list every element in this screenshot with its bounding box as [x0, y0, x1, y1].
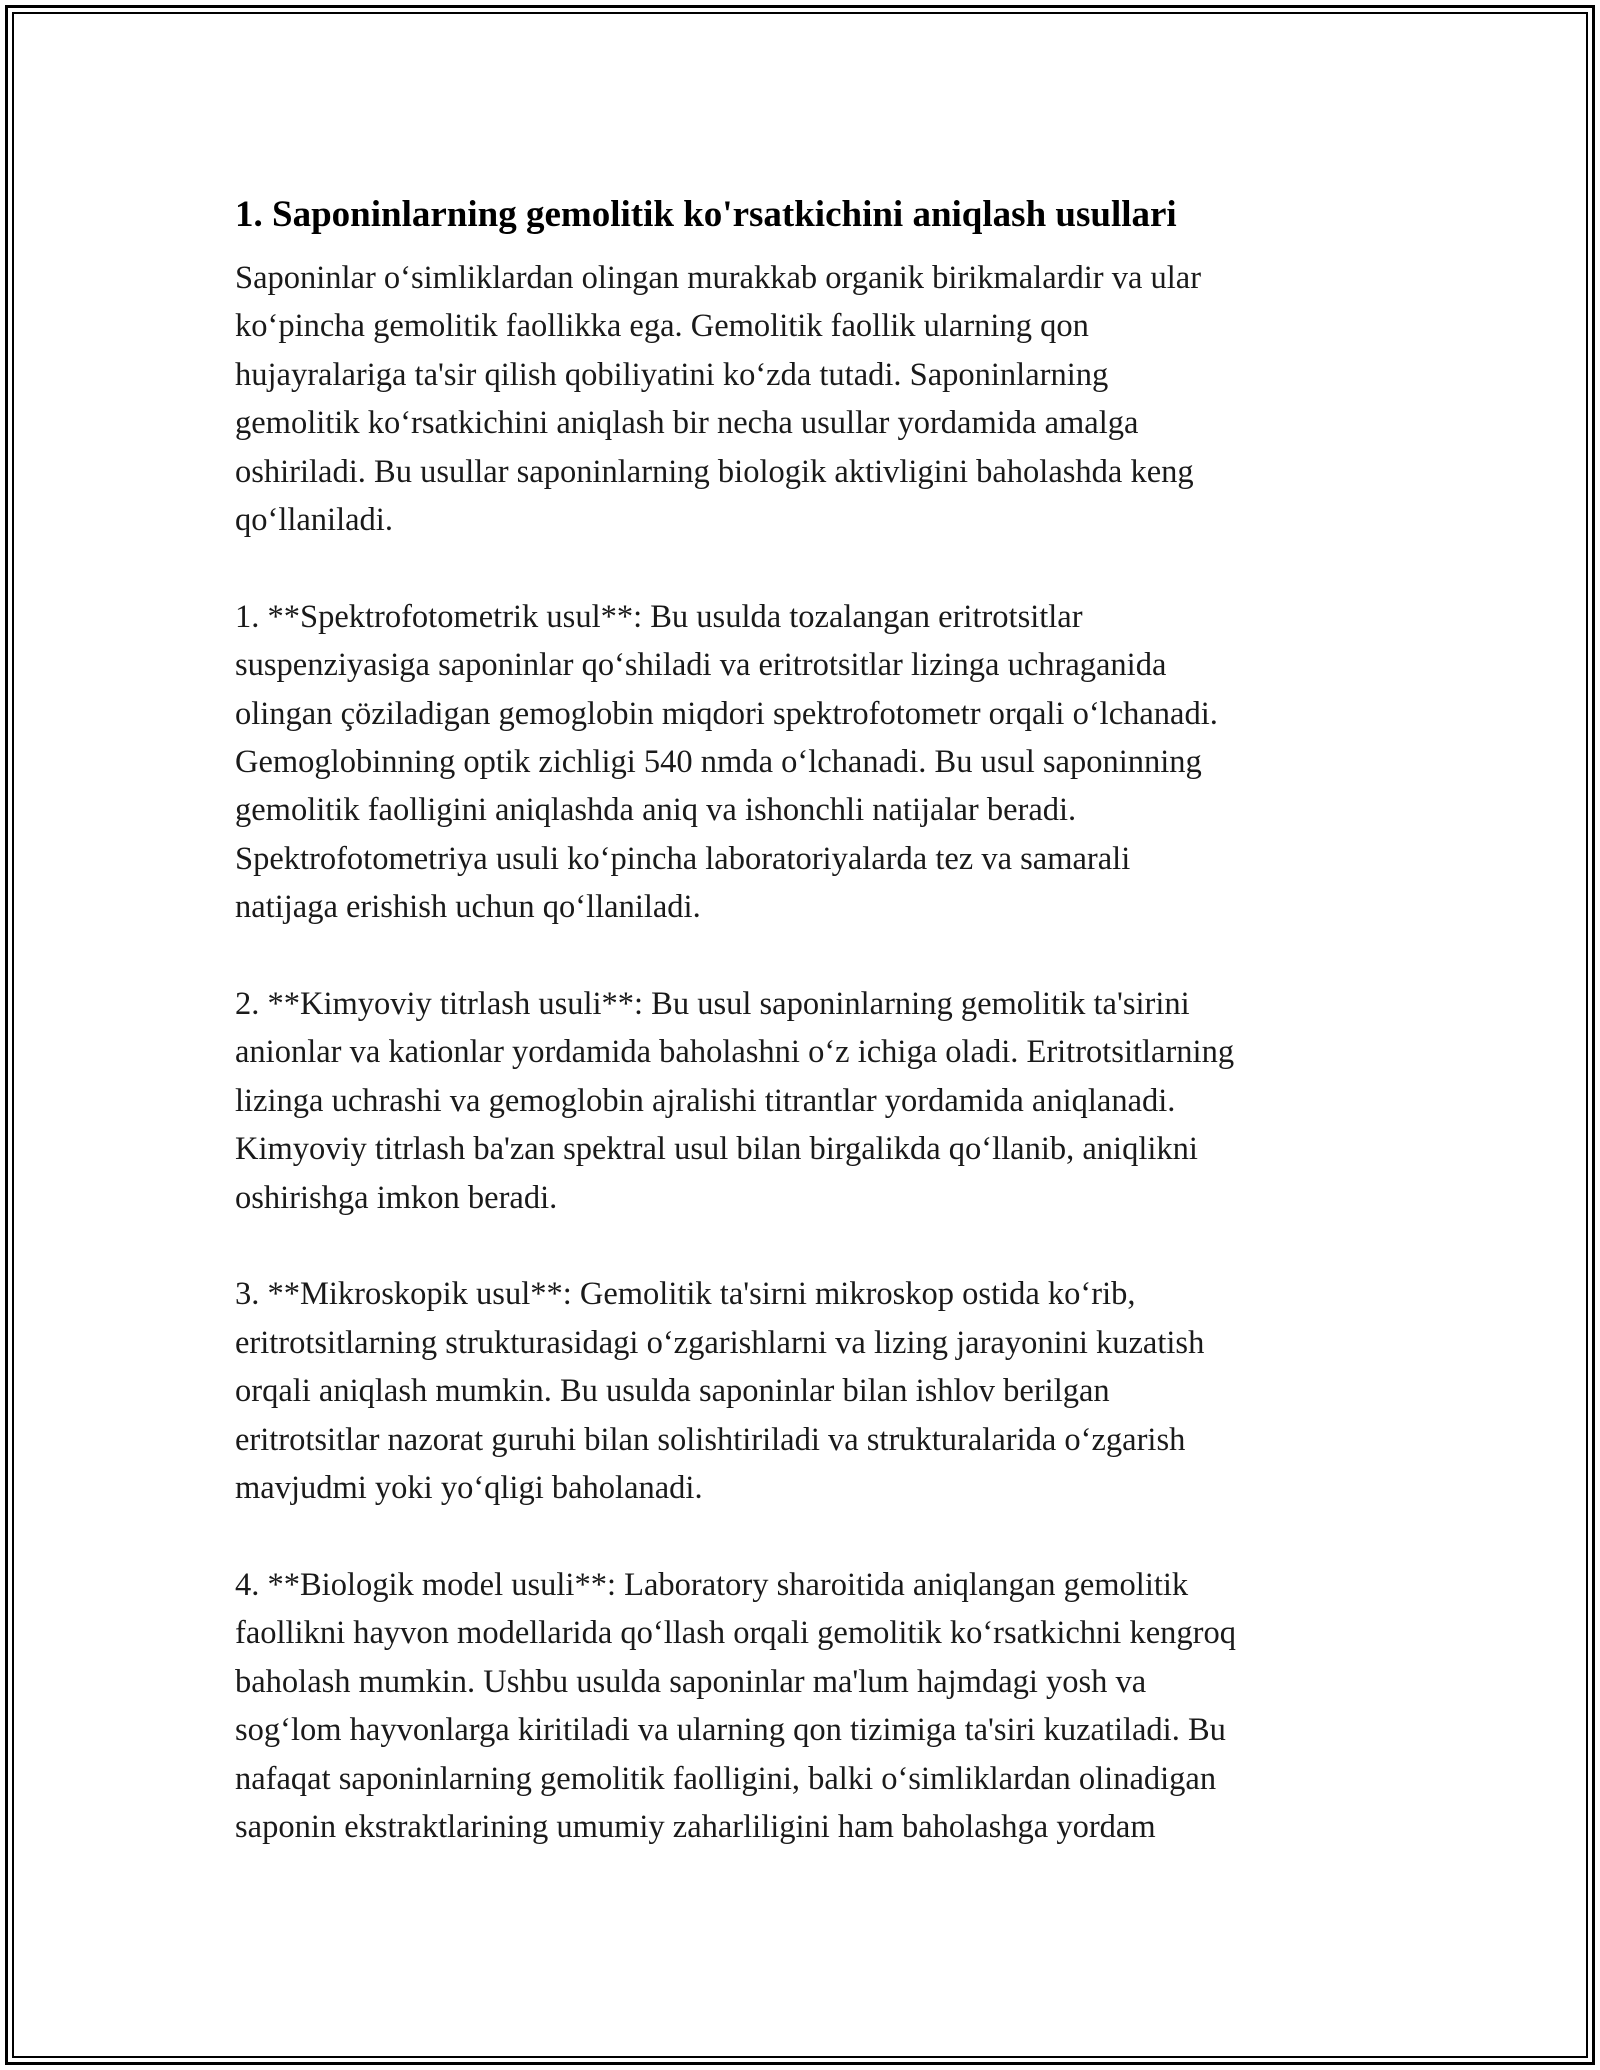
method-biological-model-paragraph: 4. **Biologik model usuli**: Laboratory sharoitida aniqlangan gemolitik faollikni hayvon modellarida qo‘llash orqali gemolitik ko‘rsatkichni kengroq baholash mumkin. Ushbu usulda saponinlar ma'lum hajmdagi yosh va sog‘lom hayvonlarga kiritiladi va ularning qon tizimiga ta'siri kuzatiladi. Bu nafaqat saponinlarning gemolitik faolligini, balki o‘simliklardan olinadigan saponin ekstraktlarining umumiy zaharliligini ham baholashga yordam [235, 1566, 1236, 1845]
method-microscopic-paragraph: 3. **Mikroskopik usul**: Gemolitik ta'sirni mikroskop ostida ko‘rib, eritrotsitlarning strukturasidagi o‘zgarishlarni va lizing jarayonini kuzatish orqali aniqlash mumkin. Bu usulda saponinlar bilan ishlov berilgan eritrotsitlar nazorat guruhi bilan solishtiriladi va strukturalarida o‘zgarish mavjudmi yoki yo‘qligi baholanadi. [235, 1276, 1205, 1507]
method-spectrophotometric-paragraph: 1. **Spektrofotometrik usul**: Bu usulda tozalangan eritrotsitlar suspenziyasiga saponinlar qo‘shiladi va eritrotsitlar lizinga uchraganida olingan çöziladigan gemoglobin miqdori spektrofotometr orqali o‘lchanadi. Gemoglobinning optik zichligi 540 nmda o‘lchanadi. Bu usul saponinning gemolitik faolligini aniqlashda aniq va ishonchli natijalar beradi. Spektrofotometriya usuli ko‘pincha laboratoriyalarda tez va samarali natijaga erishish uchun qo‘llaniladi. [235, 598, 1218, 926]
method-chemical-titration-paragraph: 2. **Kimyoviy titrlash usuli**: Bu usul saponinlarning gemolitik ta'sirini anionlar va kationlar yordamida baholashni o‘z ichiga oladi. Eritrotsitlarning lizinga uchrashi va gemoglobin ajralishi titrantlar yordamida aniqlanadi. Kimyoviy titrlash ba'zan spektral usul bilan birgalikda qo‘llanib, aniqlikni oshirishga imkon beradi. [235, 986, 1235, 1216]
document-page [235, 188, 1375, 1851]
intro-paragraph: Saponinlar o‘simliklardan olingan murakkab organik birikmalardir va ular ko‘pincha gemolitik faollikka ega. Gemolitik faollik ularning qon hujayralariga ta'sir qilish qobiliyatini ko‘zda tutadi. Saponinlarning gemolitik ko‘rsatkichini aniqlash bir necha usullar yordamida amalga oshiriladi. Bu usullar saponinlarning biologik aktivligini baholashda keng qo‘llaniladi. [235, 260, 1202, 539]
document-title: 1. Saponinlarning gemolitik ko'rsatkichini aniqlash usullari [235, 194, 1177, 235]
